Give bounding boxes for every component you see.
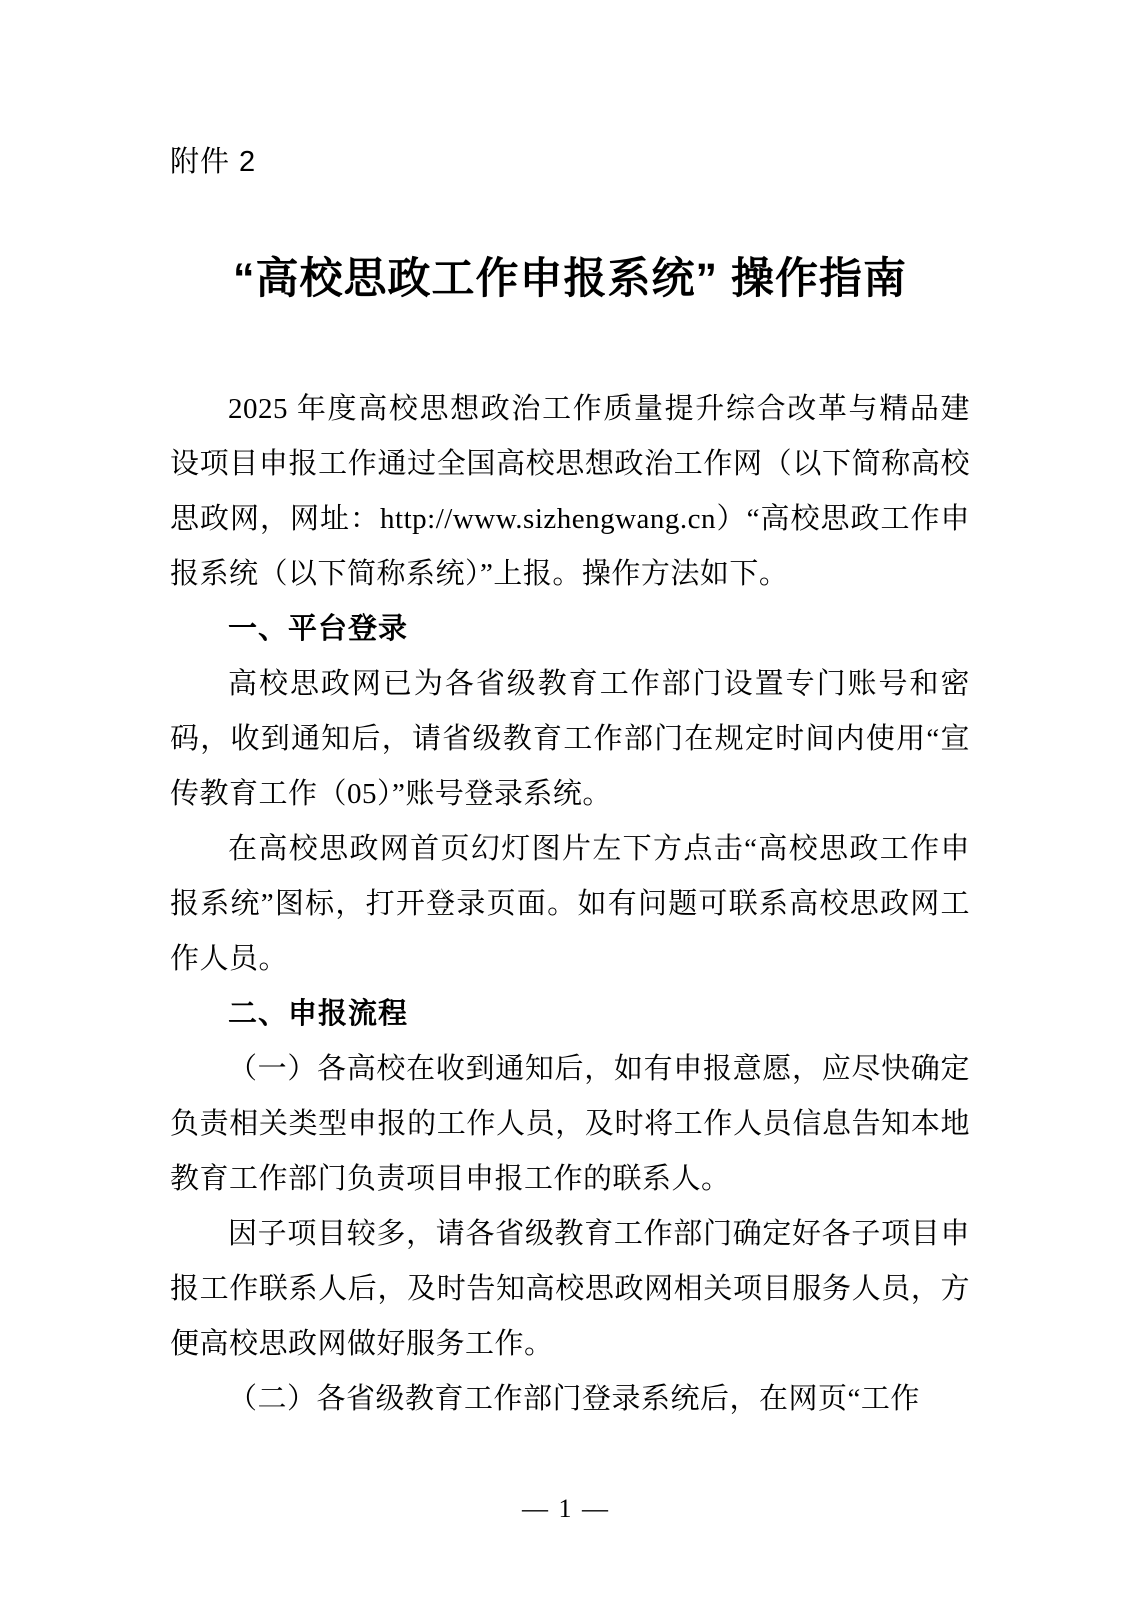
section-heading-application-process: 二、申报流程: [228, 998, 409, 1030]
paragraph-process-step2-truncated: （二）各省级教育工作部门登录系统后，在网页“工作: [228, 1383, 920, 1415]
section-heading-platform-login: 一、平台登录: [228, 613, 409, 645]
attachment-label: 附件 2: [170, 146, 257, 178]
paragraph-account-setup: 高校思政网已为各省级教育工作部门设置专门账号和密码，收到通知后，请省级教育工作部门在规定时间内使用“宣传教育工作（05）”账号登录系统。: [170, 668, 970, 810]
page-number: — 1 —: [522, 1494, 610, 1523]
paragraph-homepage-icon: 在高校思政网首页幻灯图片左下方点击“高校思政工作申报系统”图标，打开登录页面。如有问题可联系高校思政网工作人员。: [170, 833, 970, 975]
paragraph-process-step1: （一）各高校在收到通知后，如有申报意愿，应尽快确定负责相关类型申报的工作人员，及时将工作人员信息告知本地教育工作部门负责项目申报工作的联系人。: [170, 1053, 970, 1195]
document-title: “高校思政工作申报系统” 操作指南: [233, 255, 907, 303]
paragraph-intro: 2025 年度高校思想政治工作质量提升综合改革与精品建设项目申报工作通过全国高校思想政治工作网（以下简称高校思政网，网址：http://www.sizhengwang.cn）“高校思政工作申报系统（以下简称系统）”上报。操作方法如下。: [170, 393, 970, 590]
paragraph-subproject-contacts: 因子项目较多，请各省级教育工作部门确定好各子项目申报工作联系人后，及时告知高校思政网相关项目服务人员，方便高校思政网做好服务工作。: [170, 1218, 970, 1360]
